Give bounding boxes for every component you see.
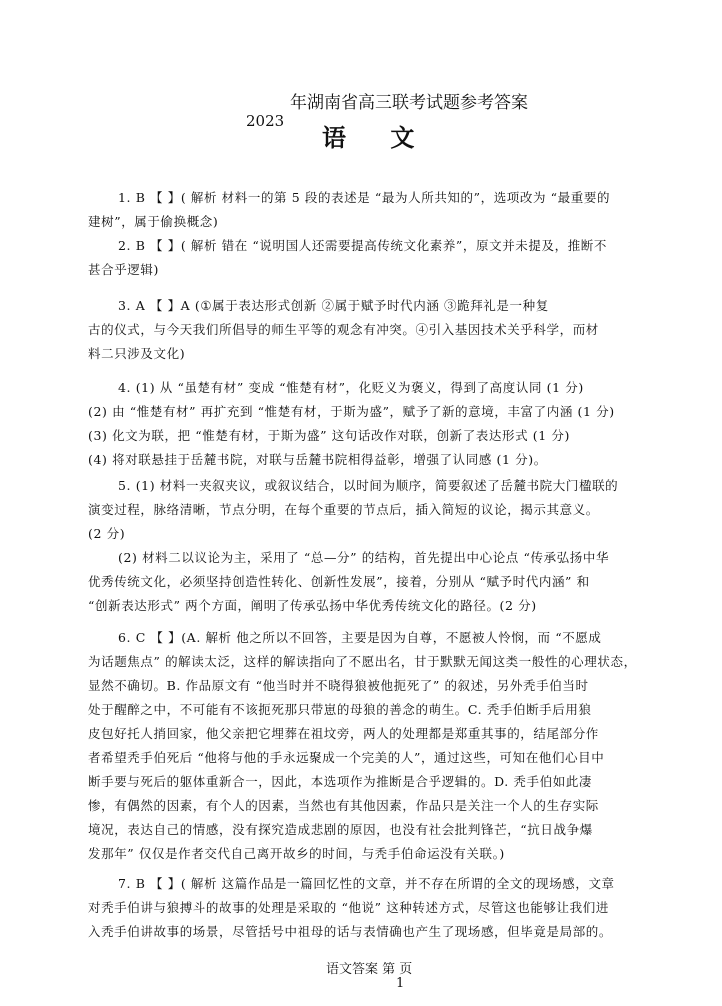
year-label: 2023 <box>246 112 285 130</box>
page-number: 1 <box>396 976 405 991</box>
answer-line: 4. (1) 从 “虽楚有材” 变成 “惟楚有材”，化贬义为褒义，得到了高度认同 (1 分) <box>118 380 584 395</box>
answer-line: 境况，表达自己的情感，没有探究造成悲剧的原因，也没有社会批判锋芒，“抗日战争爆 <box>88 822 593 837</box>
answer-line: 2. B 【 】( 解析 错在 “说明国人还需要提高传统文化素养”，原文并未提及，推断不 <box>118 238 608 253</box>
answer-line: 惨，有偶然的因素，有个人的因素，当然也有其他因素，作品只是关注一个人的生存实际 <box>88 798 599 813</box>
answer-line: 6. C 【 】(A. 解析 他之所以不回答，主要是因为自尊，不愿被人怜悯，而 “不愿成 <box>118 630 602 645</box>
answer-line: 7. B 【 】( 解析 这篇作品是一篇回忆性的文章，并不存在所谓的全文的现场感，文章 <box>118 876 615 891</box>
answer-line: 料二只涉及文化) <box>88 346 186 361</box>
subject-heading: 语 文 <box>322 123 433 152</box>
answer-line: 皮包好托人捎回家，他父亲把它埋葬在祖坟旁，两人的处理都是郑重其事的，结尾部分作 <box>88 726 599 741</box>
page-footer: 语文答案 第 页 <box>326 962 413 977</box>
answer-line: (2) 由 “惟楚有材” 再扩充到 “惟楚有材，于斯为盛”，赋予了新的意境，丰富了内涵 (1 分) <box>88 404 615 419</box>
answer-line: 断手要与死后的躯体重新合一，因此，本选项作为推断是合乎逻辑的。D. 秃手伯如此凄 <box>88 774 593 789</box>
answer-line: 建树”，属于偷换概念) <box>88 214 219 229</box>
answer-line: 入秃手伯讲故事的场景，尽管括号中祖母的话与表情确也产生了现场感，但毕竟是局部的。 <box>88 924 613 939</box>
answer-line: (2 分) <box>88 526 126 541</box>
answer-line: 发那年” 仅仅是作者交代自己离开故乡的时间，与秃手伯命运没有关联。) <box>88 846 505 861</box>
answer-line: (3) 化文为联，把 “惟楚有材，于斯为盛” 这句话改作对联，创新了表达形式 (1 分) <box>88 428 570 443</box>
answer-line: 显然不确切。B. 作品原文有 “他当时并不晓得狼被他扼死了” 的叙述，另外秃手伯当时 <box>88 678 589 693</box>
answer-line: 甚合乎逻辑) <box>88 262 159 277</box>
answer-line: 对秃手伯讲与狼搏斗的故事的处理是采取的 “他说” 这种转述方式，尽管这也能够让我们进 <box>88 900 609 915</box>
answer-line: 者希望秃手伯死后 “他将与他的手永远聚成一个完美的人”，通过这些，可知在他们心目中 <box>88 750 605 765</box>
answer-line: 古的仪式，与今天我们所倡导的师生平等的观念有冲突。④引入基因技术关乎科学，而材 <box>88 322 599 337</box>
answer-line: 为话题焦点” 的解读太泛，这样的解读指向了不愿出名，甘于默默无闻这类一般性的心理状态， <box>88 654 637 669</box>
answer-line: 3. A 【 】A (①属于表达形式创新 ②属于赋予时代内涵 ③跪拜礼是一种复 <box>118 298 549 313</box>
answer-line: 5. (1) 材料一夹叙夹议，或叙议结合，以时间为顺序，简要叙述了岳麓书院大门楹联的 <box>118 478 619 493</box>
answer-line: 处于醒醉之中，不可能有不该扼死那只带崽的母狼的善念的萌生。C. 秃手伯断手后用狼 <box>88 702 592 717</box>
answer-line: (4) 将对联悬挂于岳麓书院，对联与岳麓书院相得益彰，增强了认同感 (1 分)。 <box>88 452 547 467</box>
answer-line: “创新表达形式” 两个方面，阐明了传承弘扬中华优秀传统文化的路径。(2 分) <box>88 598 537 613</box>
answer-line: (2) 材料二以议论为主，采用了 “总—分” 的结构，首先提出中心论点 “传承弘扬中华 <box>118 550 610 565</box>
answer-line: 演变过程，脉络清晰，节点分明，在每个重要的节点后，插入简短的议论，揭示其意义。 <box>88 502 599 517</box>
answer-line: 优秀传统文化，必须坚持创造性转化、创新性发展”，接着，分别从 “赋予时代内涵” 和 <box>88 574 590 589</box>
answer-line: 1. B 【 】( 解析 材料一的第 5 段的表述是 “最为人所共知的”，选项改为 “最重要的 <box>118 190 611 205</box>
page-title: 年湖南省高三联考试题参考答案 <box>290 93 528 113</box>
